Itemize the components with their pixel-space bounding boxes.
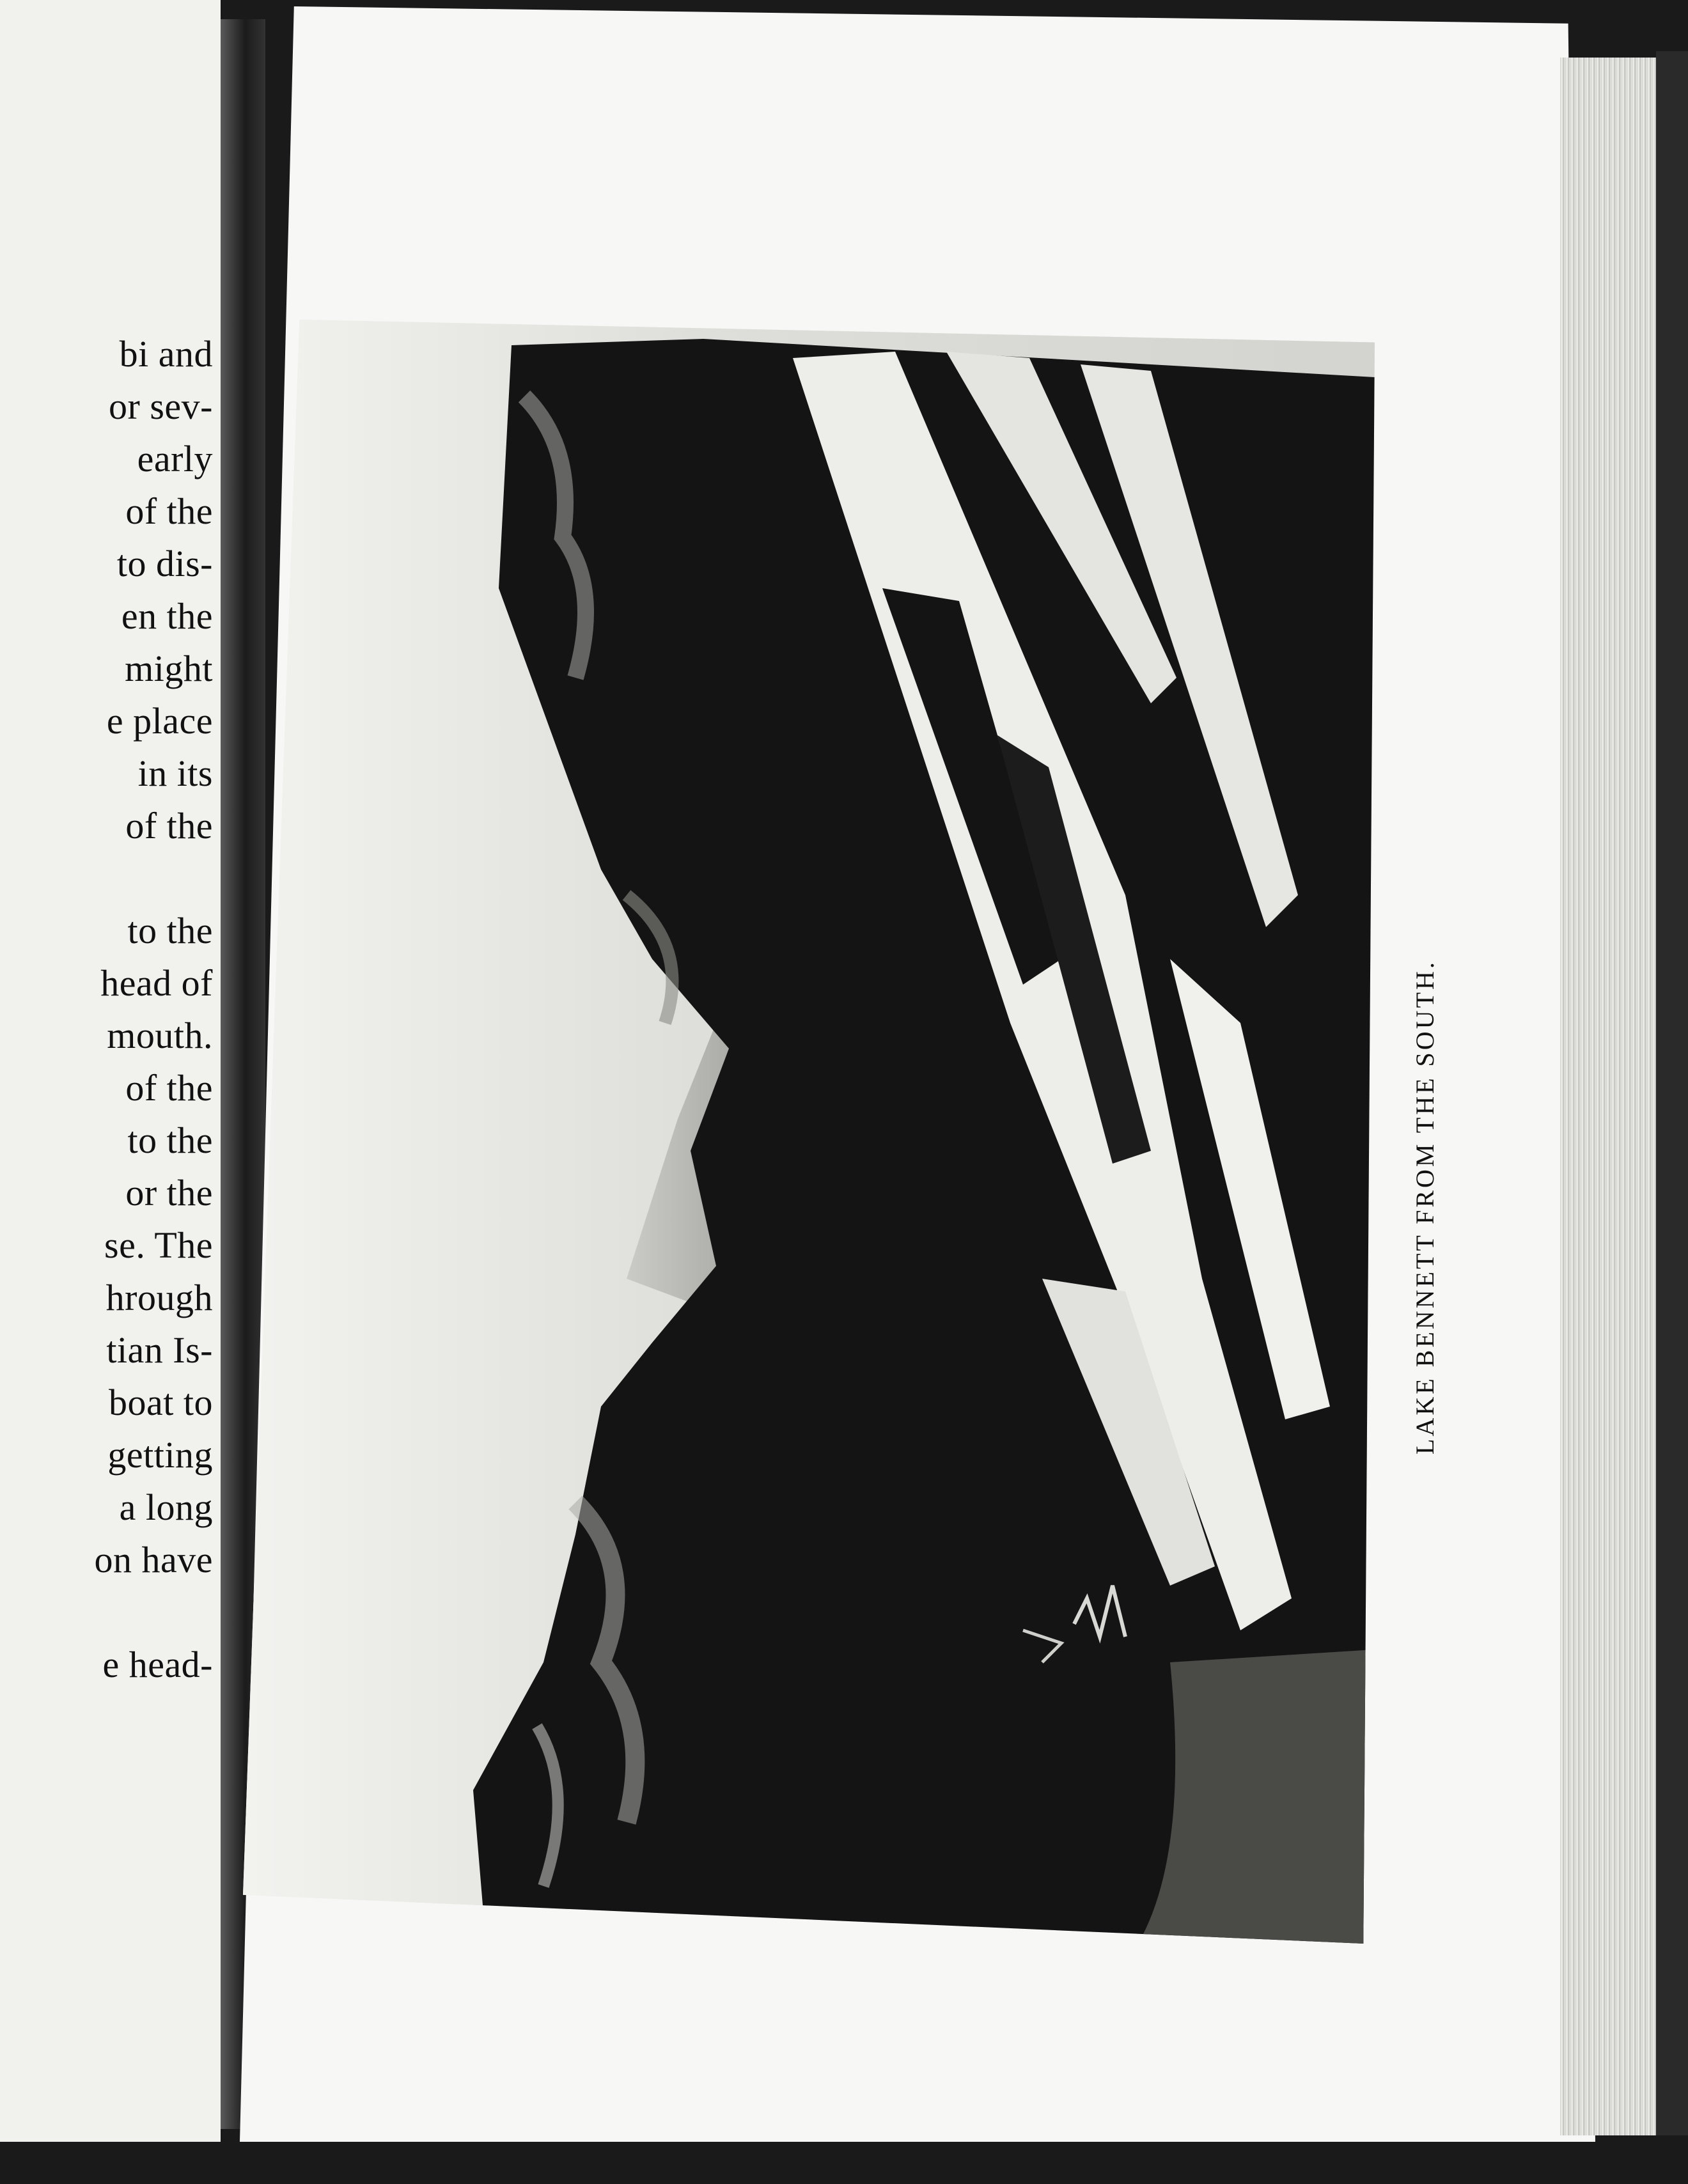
text-line: hrough <box>106 1277 213 1318</box>
page-edges <box>1560 58 1669 2135</box>
text-line: early <box>137 438 213 480</box>
text-line: to dis- <box>116 543 213 584</box>
text-line: mouth. <box>107 1015 213 1056</box>
text-line: head of <box>100 962 213 1004</box>
text-line: of the <box>125 805 213 846</box>
text-line: to the <box>127 1119 213 1161</box>
text-line: might <box>125 648 213 689</box>
text-line: bi and <box>119 333 213 375</box>
text-line: on have <box>94 1539 213 1580</box>
lake-photograph <box>243 320 1375 1944</box>
text-line: of the <box>125 490 213 532</box>
text-line: e place <box>106 700 213 742</box>
text-line: of the <box>125 1067 213 1109</box>
text-line: getting <box>107 1434 213 1476</box>
scan-border <box>0 2142 1688 2184</box>
text-line: en the <box>121 595 213 637</box>
left-page <box>0 0 221 2184</box>
text-line: to the <box>127 910 213 951</box>
text-line: tian Is- <box>106 1329 213 1371</box>
book-cover-edge <box>1656 51 1688 2135</box>
text-line: boat to <box>109 1382 213 1423</box>
text-line: a long <box>119 1486 213 1528</box>
text-line: e head- <box>102 1644 213 1685</box>
text-line: or sev- <box>109 386 213 427</box>
photo-caption: LAKE BENNETT FROM THE SOUTH. <box>1411 960 1439 1455</box>
landscape-illustration <box>243 320 1375 1944</box>
text-line: or the <box>125 1172 213 1213</box>
text-line: se. The <box>104 1224 213 1266</box>
text-line: in its <box>137 753 213 794</box>
